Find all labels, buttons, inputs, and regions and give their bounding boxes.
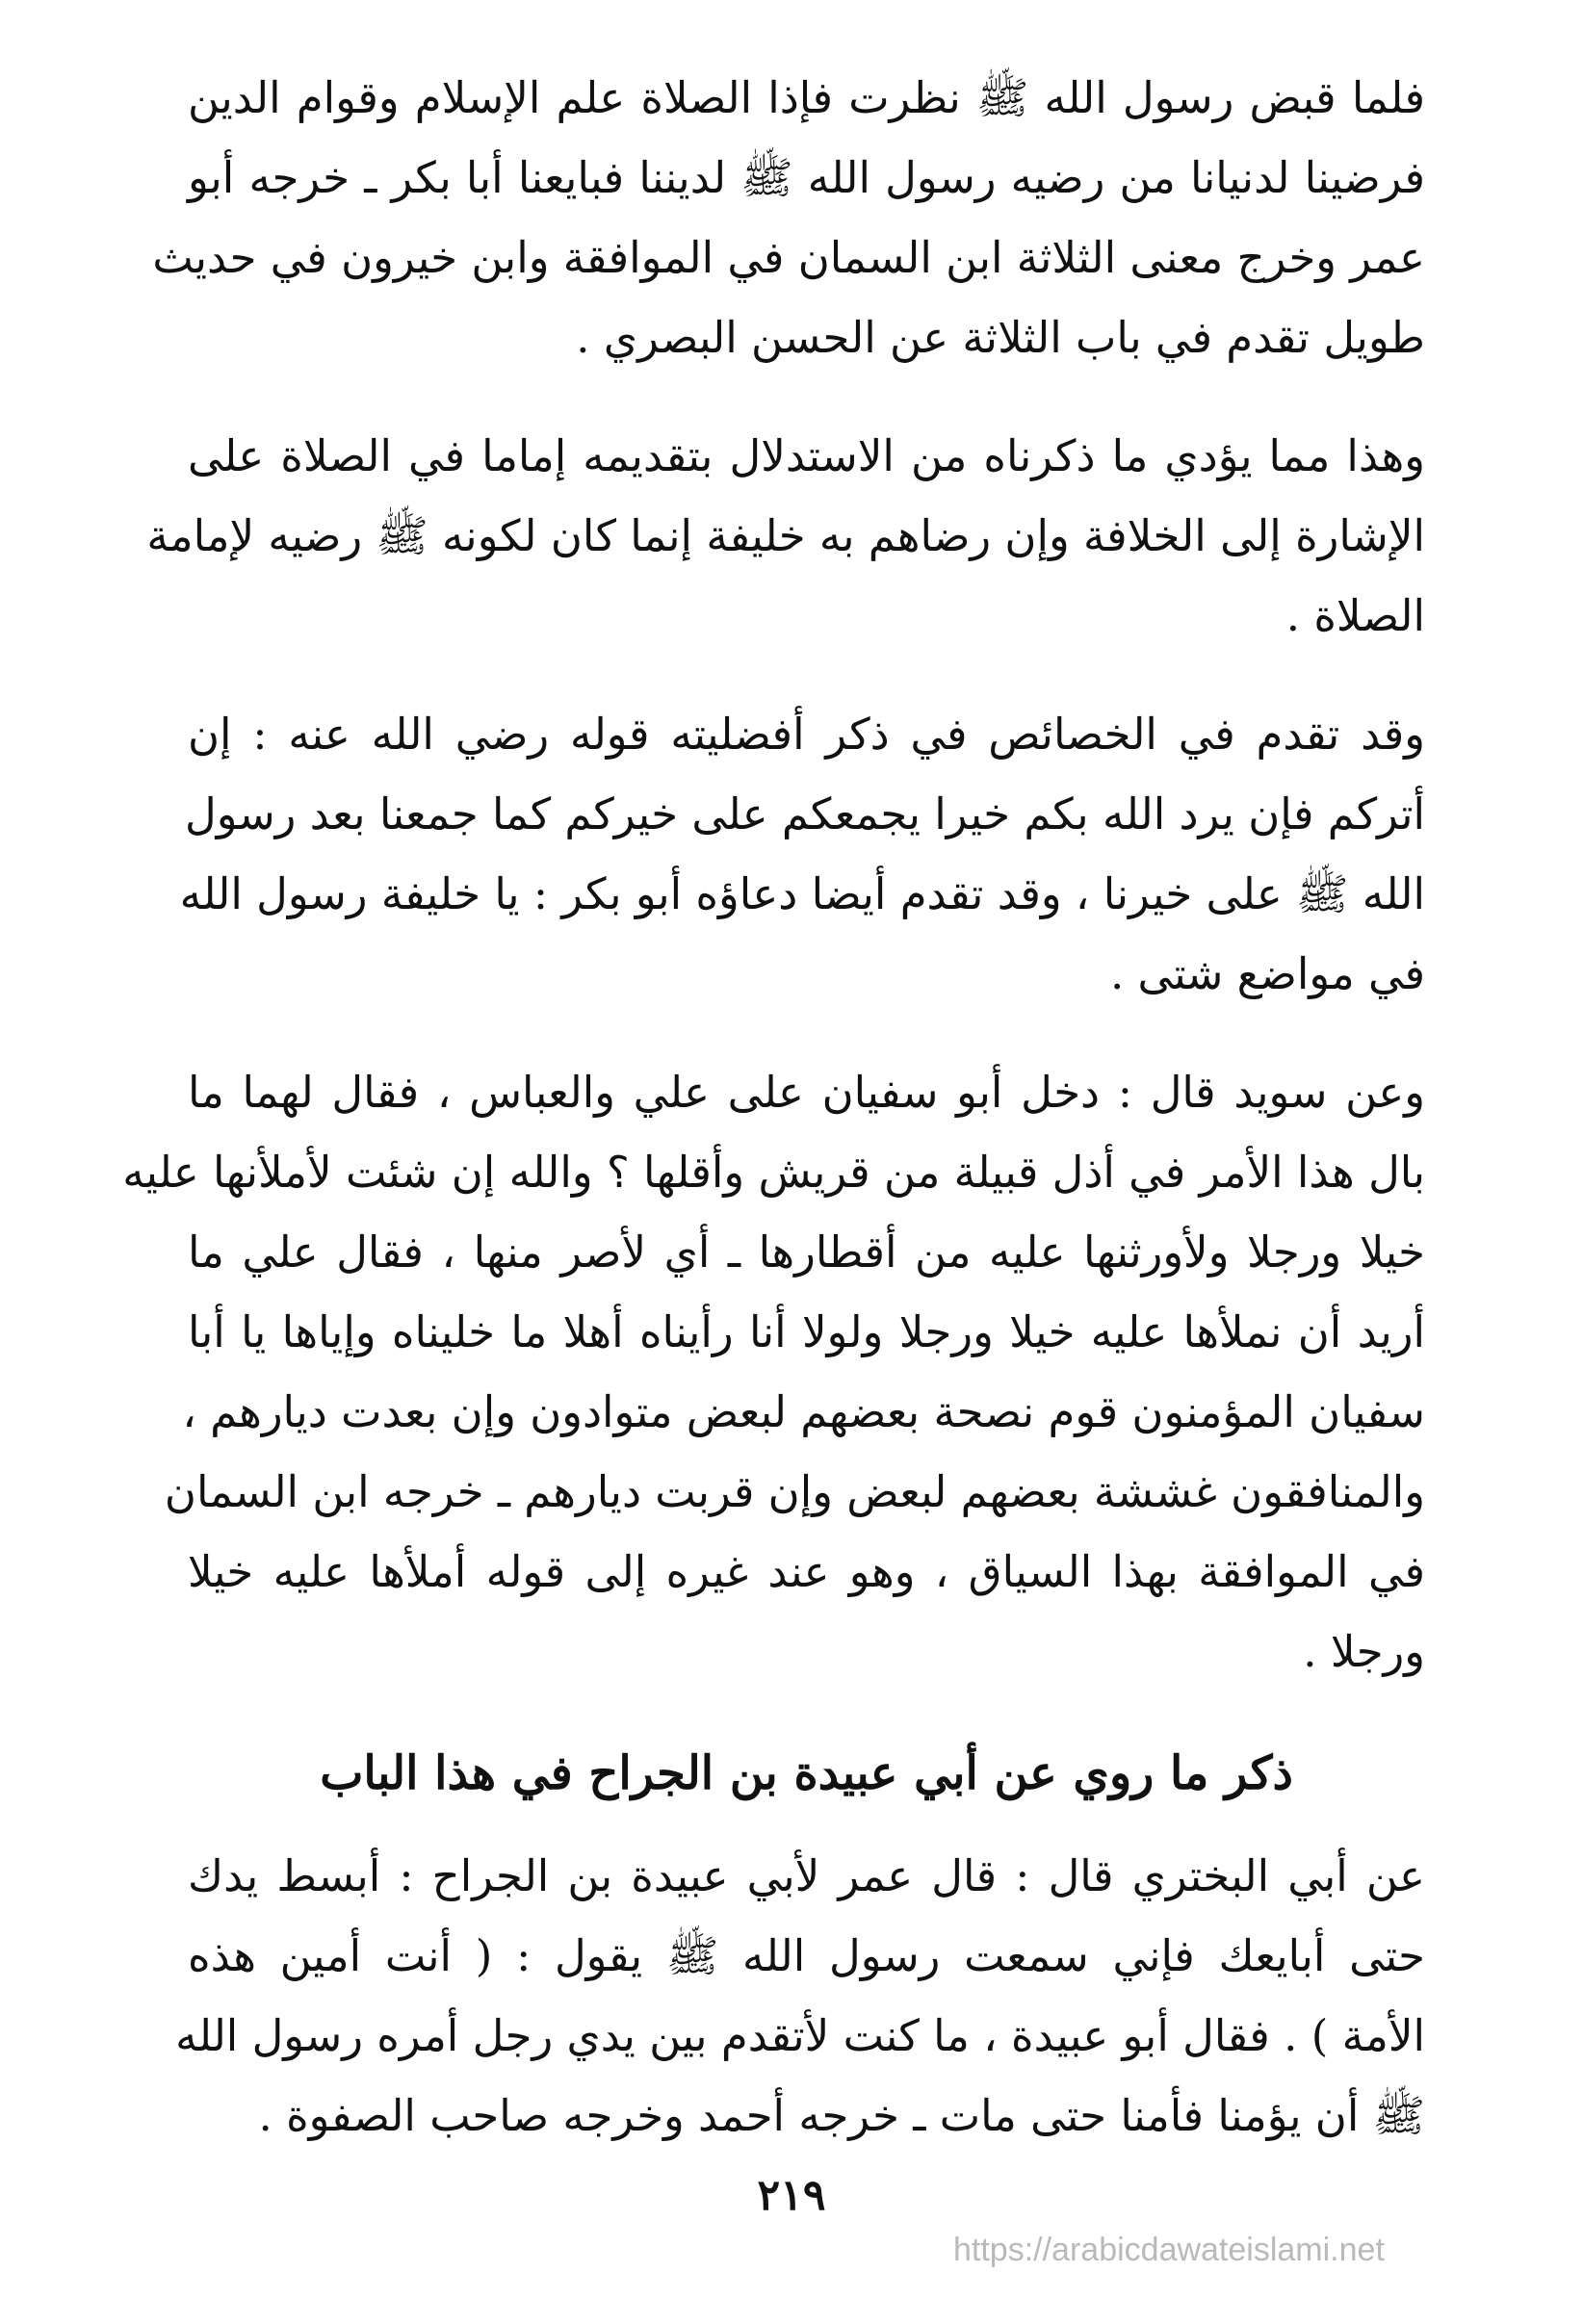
paragraph-line: في الموافقة بهذا السياق ، وهو عند غيره إلى قوله أملأها عليه خيلا bbox=[188, 1546, 1425, 1597]
paragraph-line: عمر وخرج معنى الثلاثة ابن السمان في الموافقة وابن خيرون في حديث bbox=[152, 232, 1425, 283]
paragraph-line: بال هذا الأمر في أذل قبيلة من قريش وأقلها ؟ والله إن شئت لأملأنها عليه bbox=[122, 1147, 1425, 1198]
paragraph-line: أريد أن نملأها عليه خيلا ورجلا ولولا أنا رأيناه أهلا ما خليناه وإياها يا أبا bbox=[188, 1306, 1425, 1357]
paragraph-line: فرضينا لدنيانا من رضيه رسول الله ﷺ لديننا فبايعنا أبا بكر ـ خرجه أبو bbox=[188, 152, 1425, 203]
paragraph-line: ورجلا . bbox=[1303, 1626, 1425, 1677]
paragraph-line: والمنافقون غششة بعضهم لبعض وإن قربت ديارهم ـ خرجه ابن السمان bbox=[164, 1466, 1425, 1517]
paragraph-line: وعن سويد قال : دخل أبو سفيان على علي والعباس ، فقال لهما ما bbox=[188, 1067, 1425, 1118]
page-number: ٢١٩ bbox=[757, 2171, 826, 2220]
section-heading: ذكر ما روي عن أبي عبيدة بن الجراح في هذا الباب bbox=[320, 1746, 1293, 1800]
paragraph-line: فلما قبض رسول الله ﷺ نظرت فإذا الصلاة علم الإسلام وقوام الدين bbox=[188, 72, 1425, 123]
paragraph-5 bbox=[175, 1836, 1425, 2156]
paragraph-line: وقد تقدم في الخصائص في ذكر أفضليته قوله رضي الله عنه : إن bbox=[188, 709, 1425, 760]
paragraph-line: طويل تقدم في باب الثلاثة عن الحسن البصري . bbox=[576, 312, 1425, 363]
paragraph-line: في مواضع شتى . bbox=[1109, 948, 1425, 999]
paragraph-4 bbox=[122, 1052, 1425, 1691]
watermark-url: https://arabicdawateislami.net bbox=[953, 2232, 1385, 2268]
paragraph-line: الأمة ) . فقال أبو عبيدة ، ما كنت لأتقدم بين يدي رجل أمره رسول الله bbox=[175, 2010, 1425, 2061]
paragraph-line: خيلا ورجلا ولأورثنها عليه من أقطارها ـ أي لأصر منها ، فقال علي ما bbox=[188, 1227, 1425, 1278]
paragraph-2 bbox=[146, 416, 1425, 656]
paragraph-line: أتركم فإن يرد الله بكم خيرا يجمعكم على خيركم كما جمعنا بعد رسول bbox=[185, 788, 1425, 839]
paragraph-line: عن أبي البختري قال : قال عمر لأبي عبيدة بن الجراح : أبسط يدك bbox=[188, 1850, 1425, 1901]
paragraph-3 bbox=[179, 694, 1425, 1014]
paragraph-line: ﷺ أن يؤمنا فأمنا حتى مات ـ خرجه أحمد وخرجه صاحب الصفوة . bbox=[258, 2090, 1425, 2141]
paragraph-line: سفيان المؤمنون قوم نصحة بعضهم لبعض متوادون وإن بعدت ديارهم ، bbox=[182, 1386, 1425, 1437]
paragraph-line: وهذا مما يؤدي ما ذكرناه من الاستدلال بتقديمه إماما في الصلاة على bbox=[188, 430, 1425, 481]
paragraph-line: الصلاة . bbox=[1285, 590, 1425, 641]
paragraph-line: حتى أبايعك فإني سمعت رسول الله ﷺ يقول : ( أنت أمين هذه bbox=[188, 1930, 1425, 1981]
paragraph-1 bbox=[152, 58, 1425, 377]
paragraph-line: الإشارة إلى الخلافة وإن رضاهم به خليفة إنما كان لكونه ﷺ رضيه لإمامة bbox=[146, 510, 1425, 561]
paragraph-line: الله ﷺ على خيرنا ، وقد تقدم أيضا دعاؤه أبو بكر : يا خليفة رسول الله bbox=[179, 868, 1425, 919]
page-body bbox=[122, 58, 1425, 2194]
